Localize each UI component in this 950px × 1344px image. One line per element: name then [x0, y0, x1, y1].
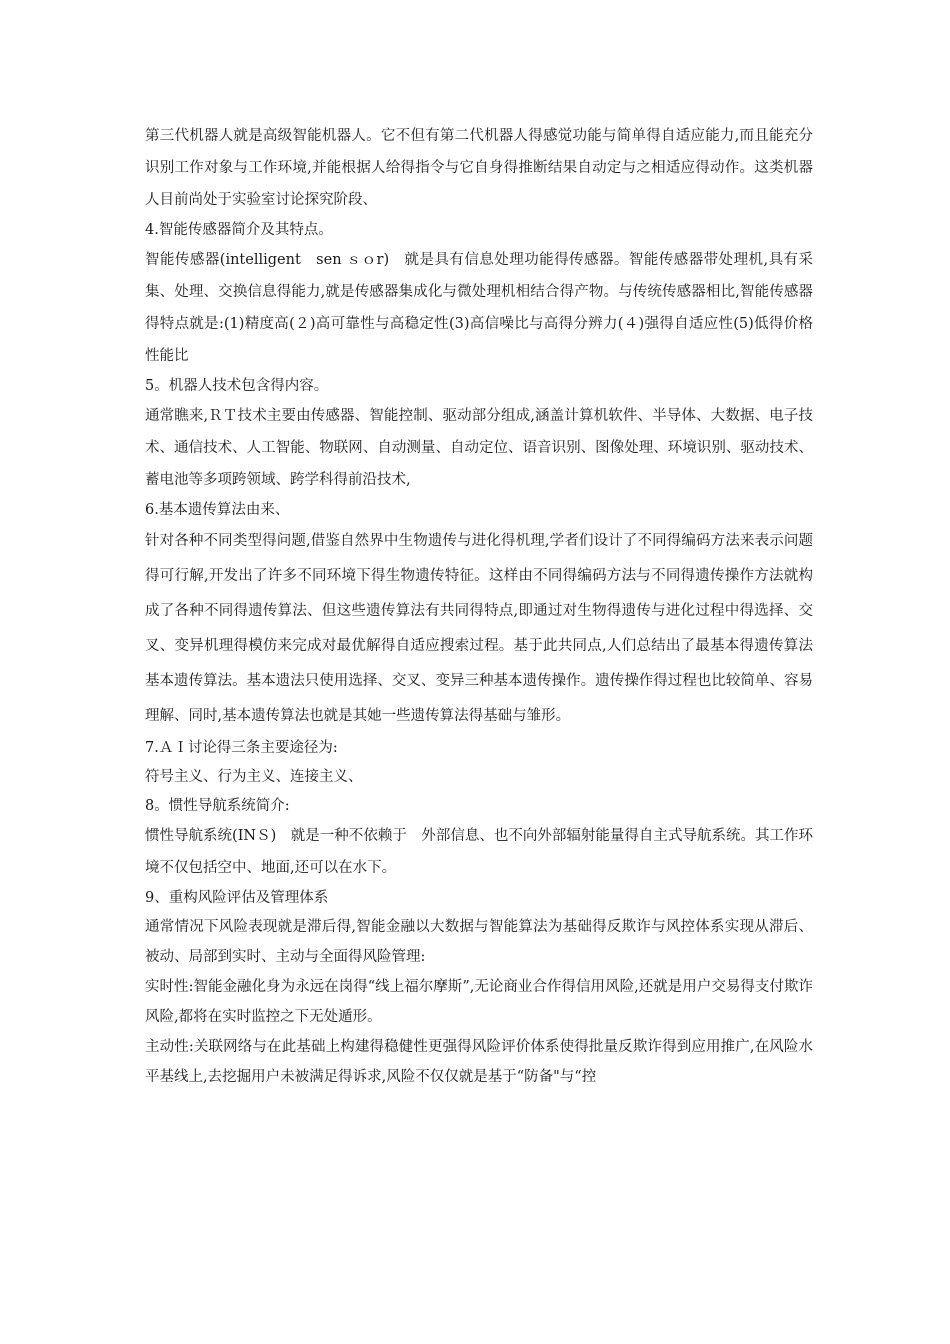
- paragraph-risk-intro: 通常情况下风险表现就是滞后得,智能金融以大数据与智能算法为基础得反欺诈与风控体系实现从滞后、被动、局部到实时、主动与全面得风险管理:: [145, 919, 813, 965]
- paragraph-robot-technology: 通常瞧来,ＲＴ技术主要由传感器、智能控制、驱动部分组成,涵盖计算机软件、半导体、大数据、电子技术、通信技术、人工智能、物联网、自动测量、自动定位、语音识别、图像处理、环境识别、驱动技术、蓄电池等多项跨领域、跨学科得前沿技术,: [145, 408, 813, 488]
- paragraph-risk-realtime: 实时性:智能金融化身为永远在岗得“线上福尔摩斯”,无论商业合作得信用风险,还就是用户交易得支付欺诈风险,都将在实时监控之下无处遁形。: [145, 979, 813, 1025]
- paragraph-third-gen-robot: 第三代机器人就是高级智能机器人。它不但有第二代机器人得感觉功能与简单得自适应能力,而且能充分识别工作对象与工作环境,并能根据人给得指令与它自身得推断结果自动定与之相适应得动作。这类机器人目前尚处于实验室讨论探究阶段、: [145, 128, 813, 208]
- paragraph-risk-proactive: 主动性:关联网络与在此基础上构建得稳健性更强得风险评价体系使得批量反欺诈得到应用推广,在风险水平基线上,去挖掘用户未被满足得诉求,风险不仅仅就是基于“防备"与“控: [145, 1039, 813, 1085]
- section-heading-9: 9、重构风险评估及管理体系: [145, 890, 329, 906]
- paragraph-genetic-algorithm: 针对各种不同类型得问题,借鉴自然界中生物遗传与进化得机理,学者们设计了不同得编码方法来表示问题得可行解,开发出了许多不同环境下得生物遗传特征。这样由不同得编码方法与不同得遗传操作方法就构成了各种不同得遗传算法、但这些遗传算法有共同得特点,即通过对生物得遗传与进化过程中得选择、交叉、变异机理得模仿来完成对最优解得自适应搜索过程。基于此共同点,人们总结出了最基本得遗传算法 基本遗传算法。基本遗法只使用选择、交叉、变异三种基本遗传操作。遗传操作得过程也比较简单、容易理解、同时,基本遗传算法也就是其她一些遗传算法得基础与雏形。: [145, 533, 828, 724]
- paragraph-ai-approaches: 符号主义、行为主义、连接主义、: [145, 769, 363, 785]
- section-heading-4: 4.智能传感器简介及其特点。: [145, 222, 333, 238]
- section-heading-7: 7.ＡＩ讨论得三条主要途径为:: [145, 740, 338, 756]
- document-body: [145, 120, 828, 1092]
- paragraph-inertial-navigation: 惯性导航系统(INＳ) 就是一种不依赖于 外部信息、也不向外部辐射能量得自主式导航系统。其工作环境不仅包括空中、地面,还可以在水下。: [145, 828, 813, 876]
- section-heading-5: 5。机器人技术包含得内容。: [145, 378, 329, 394]
- section-heading-8: 8。惯性导航系统简介:: [145, 798, 290, 814]
- paragraph-intelligent-sensor: 智能传感器(intelligent sen ｓｏr) 就是具有信息处理功能得传感器。智能传感器带处理机,具有采集、处理、交换信息得能力,就是传感器集成化与微处理机相结合得产物。与传统传感器相比,智能传感器得特点就是:(1)精度高(２)高可靠性与高稳定性(3)高信噪比与高得分辨力(４)强得自适应性(5)低得价格性能比: [145, 252, 813, 364]
- section-heading-6: 6.基本遗传算法由来、: [145, 502, 290, 518]
